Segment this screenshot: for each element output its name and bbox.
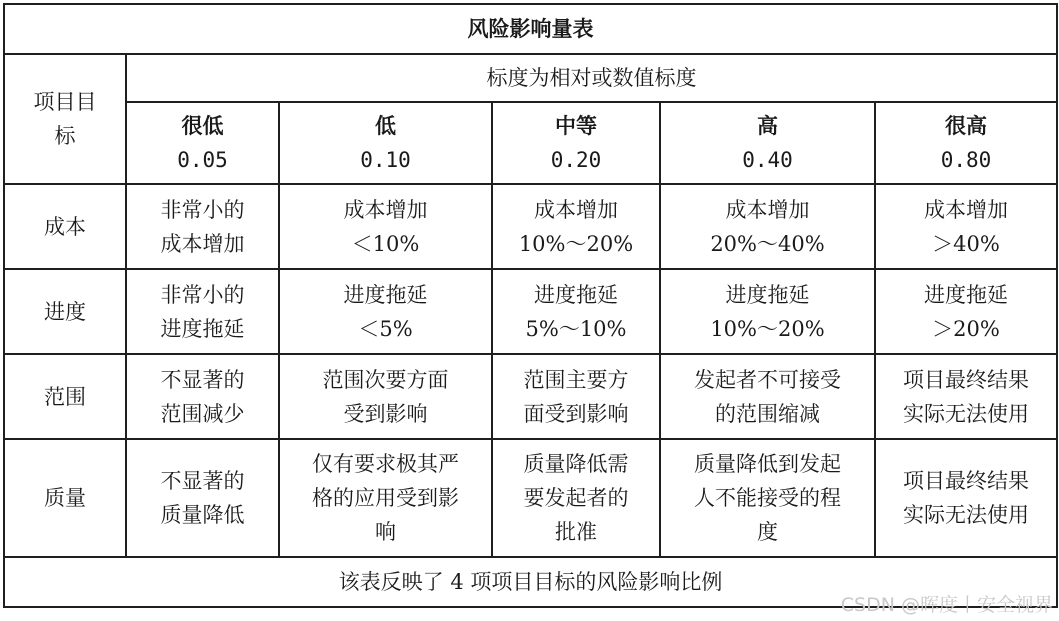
cell-line: 要发起者的 bbox=[523, 486, 629, 510]
cell-line: 10%～20% bbox=[518, 231, 634, 256]
table-title: 风险影响量表 bbox=[4, 4, 1057, 54]
cell-line: 不显著的 bbox=[160, 469, 245, 493]
cell-line: 的范围缩减 bbox=[715, 401, 820, 426]
table-cell bbox=[875, 184, 1057, 269]
cell-line: 面受到影响 bbox=[523, 401, 629, 426]
cell-line: 20%～40% bbox=[710, 231, 825, 256]
table-cell bbox=[279, 269, 492, 354]
cell-line: 仅有要求极其严 bbox=[312, 452, 459, 476]
cell-line: ＜5% bbox=[358, 316, 413, 341]
cell-line: 质量降低到发起 bbox=[694, 452, 841, 476]
level-header bbox=[492, 102, 660, 184]
cell-line: 格的应用受到影 bbox=[312, 486, 459, 510]
level-value: 0.05 bbox=[177, 148, 228, 172]
level-value: 0.10 bbox=[360, 148, 411, 172]
cell-line: 非常小的 bbox=[160, 197, 245, 222]
cell-line: 响 bbox=[375, 520, 396, 544]
objective-cell: 质量 bbox=[4, 439, 126, 557]
watermark: CSDN @晖度丨安全视界 bbox=[840, 594, 1053, 616]
table-cell bbox=[492, 184, 660, 269]
table-cell bbox=[126, 354, 279, 439]
cell-line: 进度拖延 bbox=[160, 316, 245, 341]
cell-line: 范围主要方 bbox=[523, 367, 629, 392]
cell-line: 项目最终结果 bbox=[903, 469, 1030, 493]
cell-line: ＞40% bbox=[932, 231, 1000, 256]
level-name: 低 bbox=[375, 113, 396, 138]
cell-line: 10%～20% bbox=[710, 316, 825, 341]
cell-line: 进度拖延 bbox=[924, 282, 1009, 307]
cell-line: ＜10% bbox=[351, 231, 420, 256]
table-cell bbox=[279, 354, 492, 439]
table-cell bbox=[126, 439, 279, 557]
cell-line: 5%～10% bbox=[525, 316, 627, 341]
level-header bbox=[875, 102, 1057, 184]
cell-line: 成本增加 bbox=[534, 197, 618, 222]
risk-impact-table bbox=[3, 3, 1058, 608]
cell-line: 成本增加 bbox=[924, 197, 1009, 222]
table-cell bbox=[279, 439, 492, 557]
objective-cell: 成本 bbox=[4, 184, 126, 269]
table-cell bbox=[279, 184, 492, 269]
scale-caption: 标度为相对或数值标度 bbox=[126, 54, 1057, 102]
cell-line: 批准 bbox=[555, 520, 597, 544]
level-header bbox=[126, 102, 279, 184]
table-cell bbox=[875, 439, 1057, 557]
objective-cell: 范围 bbox=[4, 354, 126, 439]
row-header-line: 项目目 bbox=[33, 90, 97, 114]
table-cell bbox=[492, 354, 660, 439]
table-cell bbox=[126, 184, 279, 269]
cell-line: 受到影响 bbox=[343, 401, 428, 426]
table-cell bbox=[660, 184, 875, 269]
table-row bbox=[4, 439, 1057, 557]
level-header bbox=[660, 102, 875, 184]
level-value: 0.20 bbox=[550, 148, 602, 172]
table-footer-note: 该表反映了 4 项项目目标的风险影响比例 bbox=[4, 557, 1057, 607]
table-cell bbox=[126, 269, 279, 354]
cell-line: 成本增加 bbox=[343, 197, 428, 222]
cell-line: 不显著的 bbox=[160, 367, 245, 392]
cell-line: 项目最终结果 bbox=[903, 367, 1030, 392]
cell-line: 实际无法使用 bbox=[903, 401, 1030, 426]
cell-line: 进度拖延 bbox=[343, 282, 428, 307]
table-cell bbox=[875, 269, 1057, 354]
cell-line: 实际无法使用 bbox=[903, 503, 1030, 527]
table-cell bbox=[660, 354, 875, 439]
cell-line: 进度拖延 bbox=[534, 282, 618, 307]
cell-line: 质量降低需 bbox=[523, 452, 629, 476]
table-cell bbox=[660, 269, 875, 354]
cell-line: 人不能接受的程 bbox=[694, 486, 841, 510]
row-header-line: 标 bbox=[54, 124, 76, 148]
table-cell bbox=[660, 439, 875, 557]
level-name: 中等 bbox=[555, 113, 597, 138]
table-row bbox=[4, 184, 1057, 269]
row-header-objective bbox=[4, 54, 126, 184]
table-row bbox=[4, 269, 1057, 354]
cell-line: 成本增加 bbox=[725, 197, 810, 222]
cell-line: 发起者不可接受 bbox=[694, 367, 841, 392]
table-cell bbox=[492, 269, 660, 354]
cell-line: 度 bbox=[757, 520, 778, 544]
level-header bbox=[279, 102, 492, 184]
cell-line: 进度拖延 bbox=[725, 282, 810, 307]
level-value: 0.80 bbox=[940, 148, 992, 172]
level-name: 很高 bbox=[945, 113, 988, 138]
cell-line: 范围减少 bbox=[160, 401, 245, 426]
table-cell bbox=[875, 354, 1057, 439]
table-cell bbox=[492, 439, 660, 557]
cell-line: 成本增加 bbox=[160, 231, 245, 256]
cell-line: 质量降低 bbox=[160, 503, 245, 527]
table-row bbox=[4, 354, 1057, 439]
level-value: 0.40 bbox=[742, 148, 793, 172]
cell-line: ＞20% bbox=[932, 316, 1000, 341]
cell-line: 范围次要方面 bbox=[322, 367, 449, 392]
level-name: 高 bbox=[757, 113, 778, 138]
objective-cell: 进度 bbox=[4, 269, 126, 354]
level-name: 很低 bbox=[181, 113, 224, 138]
cell-line: 非常小的 bbox=[160, 282, 245, 307]
